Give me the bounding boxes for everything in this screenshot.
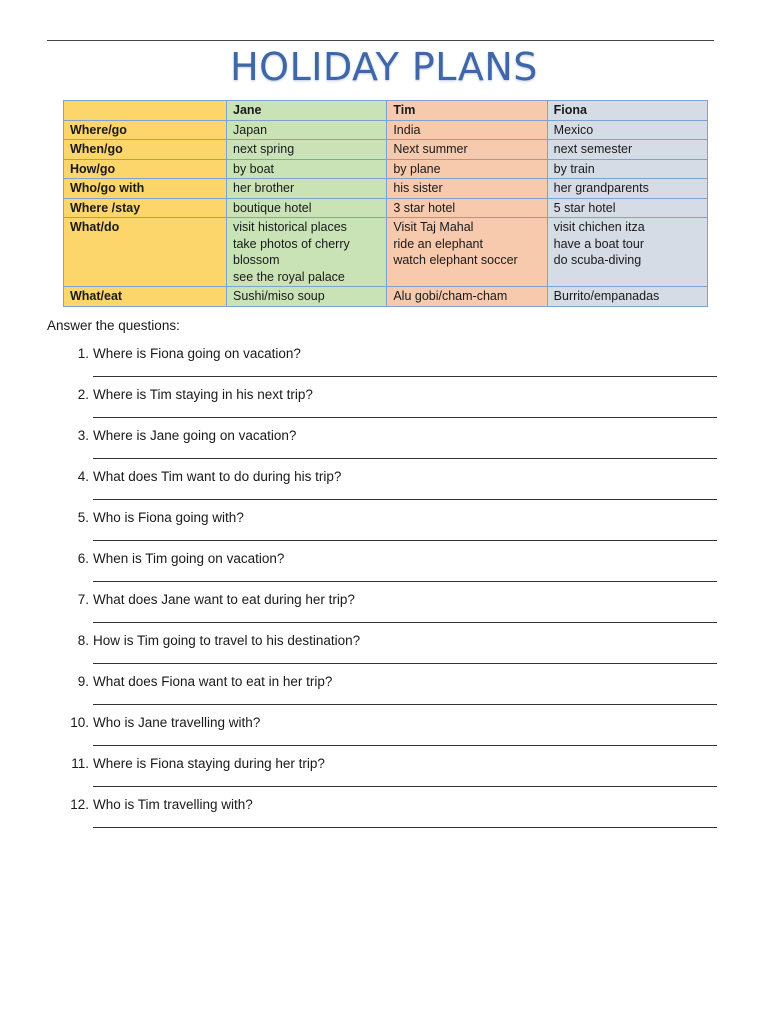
table-row [64,218,708,287]
holiday-plans-table [63,100,708,307]
question-number: 7. [77,592,89,607]
cell-fiona: 5 star hotel [547,198,707,218]
cell-jane: boutique hotel [227,198,387,218]
row-label: How/go [64,159,227,179]
question-item [47,797,727,838]
question-item [47,715,727,756]
answer-line[interactable] [93,704,717,705]
table-row [64,179,708,199]
table-row [64,140,708,160]
header-label-cell [64,101,227,121]
question-text: Where is Jane going on vacation? [93,428,297,443]
question-number: 5. [77,510,89,525]
answer-line[interactable] [93,663,717,664]
question-text: When is Tim going on vacation? [93,551,285,566]
answer-line[interactable] [93,540,717,541]
row-label: What/eat [64,287,227,307]
question-item [47,346,727,387]
question-number: 3. [77,428,89,443]
question-number: 12. [70,797,89,812]
cell-fiona: Burrito/empanadas [547,287,707,307]
cell-tim: Next summer [387,140,547,160]
table-row [64,198,708,218]
answer-line[interactable] [93,622,717,623]
cell-tim: India [387,120,547,140]
question-item [47,551,727,592]
question-text: Who is Fiona going with? [93,510,244,525]
question-number: 1. [77,346,89,361]
cell-tim: by plane [387,159,547,179]
question-text: Where is Fiona staying during her trip? [93,756,325,771]
answer-line[interactable] [93,581,717,582]
table-row [64,287,708,307]
question-text: Who is Tim travelling with? [93,797,253,812]
answer-line[interactable] [93,417,717,418]
row-label: What/do [64,218,227,287]
cell-jane: her brother [227,179,387,199]
question-text: Where is Tim staying in his next trip? [93,387,313,402]
question-number: 6. [77,551,89,566]
top-rule [47,40,714,41]
question-item [47,633,727,674]
cell-jane: visit historical places take photos of cherry blossom see the royal palace [227,218,387,287]
instructions: Answer the questions: [47,318,180,333]
answer-line[interactable] [93,786,717,787]
cell-tim: Alu gobi/cham-cham [387,287,547,307]
answer-line[interactable] [93,376,717,377]
header-fiona: Fiona [547,101,707,121]
cell-tim: Visit Taj Mahal ride an elephant watch elephant soccer [387,218,547,287]
row-label: Where /stay [64,198,227,218]
cell-jane: by boat [227,159,387,179]
table-row [64,159,708,179]
question-list [47,346,727,838]
question-item [47,756,727,797]
cell-fiona: next semester [547,140,707,160]
answer-line[interactable] [93,745,717,746]
table-header-row [64,101,708,121]
table-body [64,120,708,306]
question-number: 10. [70,715,89,730]
question-text: What does Tim want to do during his trip? [93,469,342,484]
question-number: 9. [77,674,89,689]
question-item [47,387,727,428]
question-text: What does Jane want to eat during her trip? [93,592,355,607]
cell-tim: his sister [387,179,547,199]
question-item [47,469,727,510]
page-title: HOLIDAY PLANS [230,45,538,89]
cell-jane: next spring [227,140,387,160]
cell-fiona: visit chichen itza have a boat tour do scuba-diving [547,218,707,287]
question-item [47,592,727,633]
header-tim: Tim [387,101,547,121]
answer-line[interactable] [93,499,717,500]
row-label: Who/go with [64,179,227,199]
question-text: Where is Fiona going on vacation? [93,346,301,361]
question-number: 4. [77,469,89,484]
question-text: What does Fiona want to eat in her trip? [93,674,333,689]
answer-line[interactable] [93,458,717,459]
cell-jane: Japan [227,120,387,140]
header-jane: Jane [227,101,387,121]
question-item [47,510,727,551]
cell-fiona: by train [547,159,707,179]
question-item [47,674,727,715]
question-number: 2. [77,387,89,402]
row-label: Where/go [64,120,227,140]
question-number: 11. [71,756,89,771]
table-row [64,120,708,140]
cell-tim: 3 star hotel [387,198,547,218]
row-label: When/go [64,140,227,160]
cell-fiona: Mexico [547,120,707,140]
cell-fiona: her grandparents [547,179,707,199]
question-number: 8. [77,633,89,648]
answer-line[interactable] [93,827,717,828]
question-text: How is Tim going to travel to his destination? [93,633,361,648]
cell-jane: Sushi/miso soup [227,287,387,307]
question-item [47,428,727,469]
question-text: Who is Jane travelling with? [93,715,261,730]
